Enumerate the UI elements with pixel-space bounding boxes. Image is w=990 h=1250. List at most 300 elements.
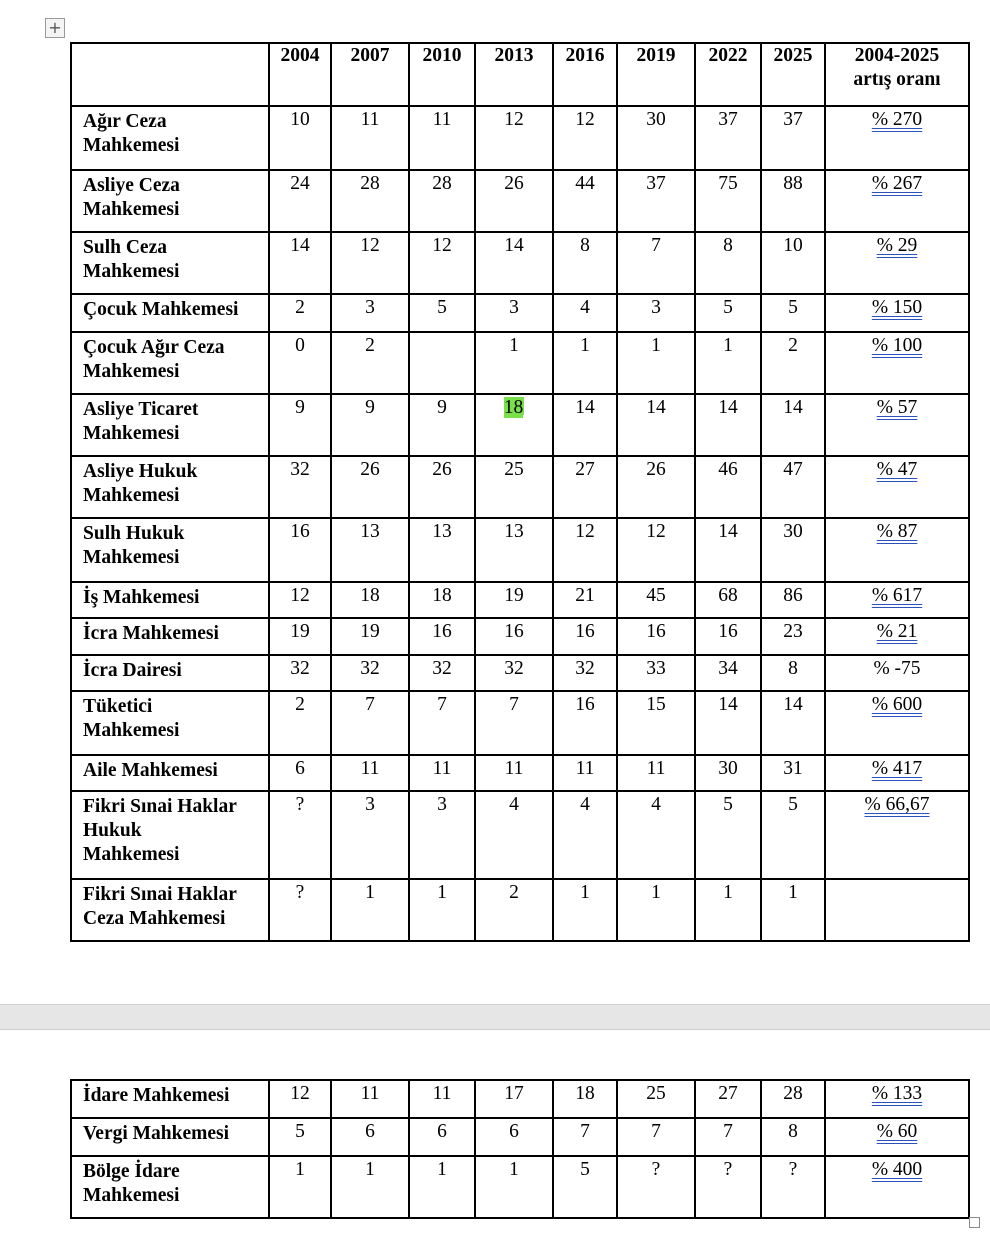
court-name-line: Hukuk — [83, 820, 142, 841]
value-text: 32 — [504, 658, 524, 679]
court-name-line: Ceza Mahkemesi — [83, 908, 226, 929]
value-cell[interactable] — [409, 655, 475, 691]
rate-cell[interactable] — [825, 518, 969, 582]
rate-link[interactable]: % 57 — [876, 397, 918, 418]
value-cell[interactable] — [475, 791, 553, 879]
value-cell[interactable] — [617, 618, 695, 655]
rate-link[interactable]: % 267 — [871, 173, 923, 194]
value-cell[interactable] — [269, 456, 331, 518]
court-name-line: İcra Dairesi — [83, 660, 182, 681]
value-cell[interactable] — [331, 655, 409, 691]
value-cell[interactable] — [761, 1156, 825, 1218]
value-cell[interactable] — [269, 170, 331, 232]
value-cell[interactable] — [475, 456, 553, 518]
value-cell[interactable] — [553, 106, 617, 170]
court-name-line: İcra Mahkemesi — [83, 623, 219, 644]
value-cell[interactable] — [475, 332, 553, 394]
court-name-line: Asliye Ceza — [83, 175, 180, 196]
value-text: 1 — [788, 882, 798, 903]
value-cell[interactable] — [761, 691, 825, 755]
value-cell[interactable] — [409, 1118, 475, 1156]
rate-link[interactable]: % 133 — [871, 1083, 923, 1104]
value-cell[interactable] — [761, 456, 825, 518]
value-cell[interactable] — [331, 755, 409, 791]
value-cell[interactable] — [269, 655, 331, 691]
value-cell[interactable] — [695, 618, 761, 655]
value-cell[interactable] — [269, 755, 331, 791]
table-row — [71, 791, 969, 879]
court-name-line: Mahkemesi — [83, 261, 180, 282]
value-cell[interactable] — [695, 170, 761, 232]
value-text: 14 — [718, 521, 738, 542]
value-cell[interactable] — [761, 879, 825, 941]
value-cell[interactable] — [475, 294, 553, 332]
value-cell[interactable] — [409, 456, 475, 518]
value-text: 5 — [723, 297, 733, 318]
rate-link[interactable]: % 600 — [871, 694, 923, 715]
value-text: 4 — [580, 794, 590, 815]
value-cell[interactable] — [695, 518, 761, 582]
value-cell[interactable] — [331, 582, 409, 618]
court-name-cell[interactable] — [71, 294, 269, 332]
rate-link[interactable]: % 60 — [876, 1121, 918, 1142]
value-cell[interactable] — [475, 618, 553, 655]
value-cell[interactable] — [409, 582, 475, 618]
value-text: 30 — [783, 521, 803, 542]
value-cell[interactable] — [331, 232, 409, 294]
court-name-line: Mahkemesi — [83, 135, 180, 156]
rate-link[interactable]: % 617 — [871, 585, 923, 606]
value-cell[interactable] — [761, 791, 825, 879]
court-name-cell[interactable] — [71, 456, 269, 518]
value-cell[interactable] — [409, 294, 475, 332]
value-cell[interactable] — [553, 456, 617, 518]
value-cell[interactable] — [331, 170, 409, 232]
value-cell[interactable] — [553, 791, 617, 879]
value-cell[interactable] — [269, 106, 331, 170]
value-cell[interactable] — [331, 394, 409, 456]
value-cell[interactable] — [761, 518, 825, 582]
rate-link[interactable]: % 66,67 — [864, 794, 930, 815]
value-cell[interactable] — [409, 691, 475, 755]
court-name-line: Tüketici — [83, 696, 153, 717]
value-text: 12 — [504, 109, 524, 130]
value-cell[interactable] — [695, 332, 761, 394]
value-cell[interactable] — [475, 582, 553, 618]
value-cell[interactable] — [617, 332, 695, 394]
court-name-line: Fikri Sınai Haklar — [83, 884, 237, 905]
value-cell[interactable] — [553, 170, 617, 232]
value-cell[interactable] — [695, 582, 761, 618]
value-cell[interactable] — [269, 1118, 331, 1156]
header-corner-cell — [71, 43, 269, 106]
rate-cell[interactable] — [825, 1118, 969, 1156]
value-cell[interactable] — [409, 618, 475, 655]
value-cell[interactable] — [695, 1156, 761, 1218]
value-text: 2 — [509, 882, 519, 903]
value-cell[interactable] — [617, 655, 695, 691]
value-cell[interactable] — [409, 170, 475, 232]
value-cell[interactable] — [761, 232, 825, 294]
court-name-cell[interactable] — [71, 582, 269, 618]
table-row — [71, 394, 969, 456]
value-text: 12 — [290, 1083, 310, 1104]
value-text: 12 — [575, 521, 595, 542]
court-name-cell[interactable] — [71, 791, 269, 879]
header-year-cell[interactable] — [269, 43, 331, 106]
value-text: 1 — [723, 335, 733, 356]
value-cell[interactable] — [409, 232, 475, 294]
value-cell[interactable] — [269, 582, 331, 618]
value-cell[interactable] — [695, 791, 761, 879]
court-name-cell[interactable] — [71, 232, 269, 294]
value-cell[interactable] — [475, 755, 553, 791]
header-year: 2004 — [280, 45, 320, 66]
value-text: 16 — [504, 621, 524, 642]
rate-link[interactable]: % 21 — [876, 621, 918, 642]
value-text: 6 — [437, 1121, 447, 1142]
value-cell[interactable] — [695, 1080, 761, 1118]
value-cell[interactable] — [761, 582, 825, 618]
value-text: 45 — [646, 585, 666, 606]
court-name-cell[interactable] — [71, 1118, 269, 1156]
value-cell[interactable] — [409, 332, 475, 394]
value-text: 11 — [432, 1083, 452, 1104]
court-name-cell[interactable] — [71, 518, 269, 582]
value-cell[interactable] — [617, 691, 695, 755]
value-cell[interactable] — [617, 1080, 695, 1118]
value-cell[interactable] — [331, 332, 409, 394]
value-text: 28 — [432, 173, 452, 194]
rate-cell[interactable] — [825, 879, 969, 941]
value-cell[interactable] — [553, 582, 617, 618]
value-cell[interactable] — [475, 691, 553, 755]
rate-cell[interactable] — [825, 394, 969, 456]
value-text: 31 — [783, 758, 803, 779]
value-cell[interactable] — [553, 879, 617, 941]
value-cell[interactable] — [409, 1080, 475, 1118]
header-year-cell[interactable] — [409, 43, 475, 106]
value-cell[interactable] — [475, 1080, 553, 1118]
value-text: 11 — [360, 758, 380, 779]
value-cell[interactable] — [475, 655, 553, 691]
table-resize-handle[interactable] — [969, 1217, 980, 1228]
value-text: 10 — [783, 235, 803, 256]
value-text: 7 — [651, 1121, 661, 1142]
value-cell[interactable] — [553, 1118, 617, 1156]
value-text: 1 — [295, 1159, 305, 1180]
value-cell[interactable] — [553, 394, 617, 456]
value-text: 11 — [646, 758, 666, 779]
rate-cell[interactable] — [825, 294, 969, 332]
value-text: ? — [788, 1159, 798, 1180]
value-text: 30 — [646, 109, 666, 130]
court-name-cell[interactable] — [71, 1156, 269, 1218]
value-cell[interactable] — [409, 1156, 475, 1218]
value-cell[interactable] — [761, 755, 825, 791]
value-cell[interactable] — [269, 1156, 331, 1218]
highlighted-value-cell[interactable] — [475, 394, 553, 456]
value-text: 37 — [783, 109, 803, 130]
value-cell[interactable] — [553, 691, 617, 755]
rate-link[interactable]: % 100 — [871, 335, 923, 356]
value-cell[interactable] — [269, 1080, 331, 1118]
court-name-cell[interactable] — [71, 106, 269, 170]
rate-link[interactable]: % 270 — [871, 109, 923, 130]
value-cell[interactable] — [269, 394, 331, 456]
court-name-cell[interactable] — [71, 394, 269, 456]
value-cell[interactable] — [617, 755, 695, 791]
court-name-cell[interactable] — [71, 755, 269, 791]
value-cell[interactable] — [695, 106, 761, 170]
value-text: 7 — [365, 694, 375, 715]
value-cell[interactable] — [475, 170, 553, 232]
value-cell[interactable] — [617, 1118, 695, 1156]
value-cell[interactable] — [331, 518, 409, 582]
value-text: 13 — [504, 521, 524, 542]
court-name-cell[interactable] — [71, 655, 269, 691]
value-cell[interactable] — [269, 294, 331, 332]
table-row — [71, 582, 969, 618]
value-text: 32 — [432, 658, 452, 679]
value-cell[interactable] — [617, 106, 695, 170]
value-cell[interactable] — [695, 691, 761, 755]
value-cell[interactable] — [553, 755, 617, 791]
value-cell[interactable] — [761, 332, 825, 394]
value-text: 3 — [509, 297, 519, 318]
value-cell[interactable] — [553, 294, 617, 332]
value-cell[interactable] — [617, 170, 695, 232]
value-text: 18 — [360, 585, 380, 606]
value-text: 5 — [788, 297, 798, 318]
rate-cell[interactable] — [825, 791, 969, 879]
value-text: 47 — [783, 459, 803, 480]
value-text: 9 — [295, 397, 305, 418]
value-text: 14 — [718, 397, 738, 418]
court-name-line: Mahkemesi — [83, 844, 180, 865]
value-cell[interactable] — [695, 655, 761, 691]
value-cell[interactable] — [409, 791, 475, 879]
table-row — [71, 332, 969, 394]
value-cell[interactable] — [553, 518, 617, 582]
value-text: 12 — [575, 109, 595, 130]
court-name-line: Mahkemesi — [83, 361, 180, 382]
value-text: 7 — [723, 1121, 733, 1142]
courts-table — [70, 42, 970, 942]
header-year-cell[interactable] — [761, 43, 825, 106]
value-cell[interactable] — [761, 170, 825, 232]
page-break — [0, 1004, 990, 1030]
courts-table-continued — [70, 1079, 970, 1219]
value-cell[interactable] — [695, 232, 761, 294]
table-row — [71, 170, 969, 232]
value-cell[interactable] — [761, 294, 825, 332]
value-cell[interactable] — [331, 691, 409, 755]
value-cell[interactable] — [553, 1080, 617, 1118]
value-cell[interactable] — [331, 791, 409, 879]
value-cell[interactable] — [553, 655, 617, 691]
value-cell[interactable] — [761, 394, 825, 456]
value-text: 27 — [575, 459, 595, 480]
header-rate-line2: artış oranı — [853, 69, 941, 90]
value-cell[interactable] — [331, 456, 409, 518]
value-text: 8 — [788, 658, 798, 679]
rate-link[interactable]: % 29 — [876, 235, 918, 256]
rate-cell[interactable] — [825, 1080, 969, 1118]
value-text: 9 — [365, 397, 375, 418]
value-text: 1 — [580, 335, 590, 356]
value-text: 12 — [360, 235, 380, 256]
value-text: 14 — [504, 235, 524, 256]
value-cell[interactable] — [409, 106, 475, 170]
value-cell[interactable] — [617, 791, 695, 879]
value-cell[interactable] — [695, 394, 761, 456]
value-cell[interactable] — [761, 655, 825, 691]
value-cell[interactable] — [331, 1156, 409, 1218]
value-text: 19 — [360, 621, 380, 642]
value-text: 44 — [575, 173, 595, 194]
table-row — [71, 232, 969, 294]
value-cell[interactable] — [475, 106, 553, 170]
rate-cell[interactable] — [825, 691, 969, 755]
value-cell[interactable] — [269, 879, 331, 941]
value-cell[interactable] — [409, 518, 475, 582]
value-cell[interactable] — [409, 755, 475, 791]
value-cell[interactable] — [331, 879, 409, 941]
value-cell[interactable] — [617, 582, 695, 618]
value-cell[interactable] — [617, 518, 695, 582]
header-year-cell[interactable] — [617, 43, 695, 106]
value-cell[interactable] — [761, 1118, 825, 1156]
value-cell[interactable] — [617, 232, 695, 294]
value-cell[interactable] — [695, 879, 761, 941]
court-name-cell[interactable] — [71, 618, 269, 655]
header-year-cell[interactable] — [695, 43, 761, 106]
value-text: 25 — [646, 1083, 666, 1104]
court-name-cell[interactable] — [71, 691, 269, 755]
court-name-cell[interactable] — [71, 170, 269, 232]
value-text: 37 — [646, 173, 666, 194]
rate-link[interactable]: % 400 — [871, 1159, 923, 1180]
value-cell[interactable] — [409, 879, 475, 941]
rate-cell[interactable] — [825, 106, 969, 170]
rate-cell[interactable] — [825, 655, 969, 691]
value-text: 14 — [718, 694, 738, 715]
value-cell[interactable] — [331, 294, 409, 332]
table-row — [71, 294, 969, 332]
rate-cell[interactable] — [825, 170, 969, 232]
value-cell[interactable] — [269, 332, 331, 394]
value-cell[interactable] — [617, 1156, 695, 1218]
value-text: 14 — [783, 397, 803, 418]
value-cell[interactable] — [761, 618, 825, 655]
court-name-line: Ağır Ceza — [83, 111, 167, 132]
value-text: 6 — [365, 1121, 375, 1142]
value-text: 26 — [360, 459, 380, 480]
value-cell[interactable] — [331, 106, 409, 170]
value-cell[interactable] — [695, 1118, 761, 1156]
value-text: 32 — [575, 658, 595, 679]
rate-cell[interactable] — [825, 456, 969, 518]
value-cell[interactable] — [269, 691, 331, 755]
value-cell[interactable] — [695, 294, 761, 332]
value-cell[interactable] — [695, 755, 761, 791]
rate-cell[interactable] — [825, 332, 969, 394]
rate-link[interactable]: % 150 — [871, 297, 923, 318]
rate-link[interactable]: % 47 — [876, 459, 918, 480]
value-cell[interactable] — [269, 232, 331, 294]
value-cell[interactable] — [409, 394, 475, 456]
value-cell[interactable] — [269, 791, 331, 879]
rate-cell[interactable] — [825, 582, 969, 618]
value-cell[interactable] — [553, 1156, 617, 1218]
value-text: 5 — [437, 297, 447, 318]
rate-cell[interactable] — [825, 755, 969, 791]
court-name-cell[interactable] — [71, 879, 269, 941]
value-text: 12 — [432, 235, 452, 256]
value-cell[interactable] — [617, 394, 695, 456]
value-cell[interactable] — [553, 232, 617, 294]
value-cell[interactable] — [475, 879, 553, 941]
value-text: 3 — [437, 794, 447, 815]
value-cell[interactable] — [553, 332, 617, 394]
header-rate-cell[interactable] — [825, 43, 969, 106]
value-cell[interactable] — [269, 518, 331, 582]
value-text: 18 — [503, 397, 524, 418]
value-cell[interactable] — [617, 456, 695, 518]
court-name-cell[interactable] — [71, 1080, 269, 1118]
value-cell[interactable] — [617, 294, 695, 332]
value-text: 6 — [295, 758, 305, 779]
court-name-cell[interactable] — [71, 332, 269, 394]
table-move-handle-icon[interactable]: + — [45, 18, 65, 38]
value-text: 26 — [646, 459, 666, 480]
value-cell[interactable] — [331, 1080, 409, 1118]
header-row — [71, 43, 969, 106]
table-row — [71, 1156, 969, 1218]
value-cell[interactable] — [695, 456, 761, 518]
value-text: 23 — [783, 621, 803, 642]
header-year-cell[interactable] — [475, 43, 553, 106]
value-cell[interactable] — [617, 879, 695, 941]
rate-cell[interactable] — [825, 1156, 969, 1218]
value-cell[interactable] — [475, 1118, 553, 1156]
rate-cell[interactable] — [825, 232, 969, 294]
value-cell[interactable] — [269, 618, 331, 655]
value-text: 11 — [575, 758, 595, 779]
rate-link[interactable]: % 417 — [871, 758, 923, 779]
value-text: 88 — [783, 173, 803, 194]
value-cell[interactable] — [331, 618, 409, 655]
value-text: 1 — [365, 1159, 375, 1180]
header-year-cell[interactable] — [553, 43, 617, 106]
value-text: 28 — [783, 1083, 803, 1104]
rate-cell[interactable] — [825, 618, 969, 655]
court-name-line: Sulh Ceza — [83, 237, 167, 258]
value-text: ? — [295, 794, 305, 815]
value-cell[interactable] — [475, 1156, 553, 1218]
value-cell[interactable] — [475, 232, 553, 294]
value-text: 1 — [509, 335, 519, 356]
value-cell[interactable] — [761, 1080, 825, 1118]
value-cell[interactable] — [331, 1118, 409, 1156]
value-cell[interactable] — [553, 618, 617, 655]
court-name-line: Aile Mahkemesi — [83, 760, 218, 781]
header-year-cell[interactable] — [331, 43, 409, 106]
rate-link[interactable]: % 87 — [876, 521, 918, 542]
value-cell[interactable] — [475, 518, 553, 582]
value-cell[interactable] — [761, 106, 825, 170]
